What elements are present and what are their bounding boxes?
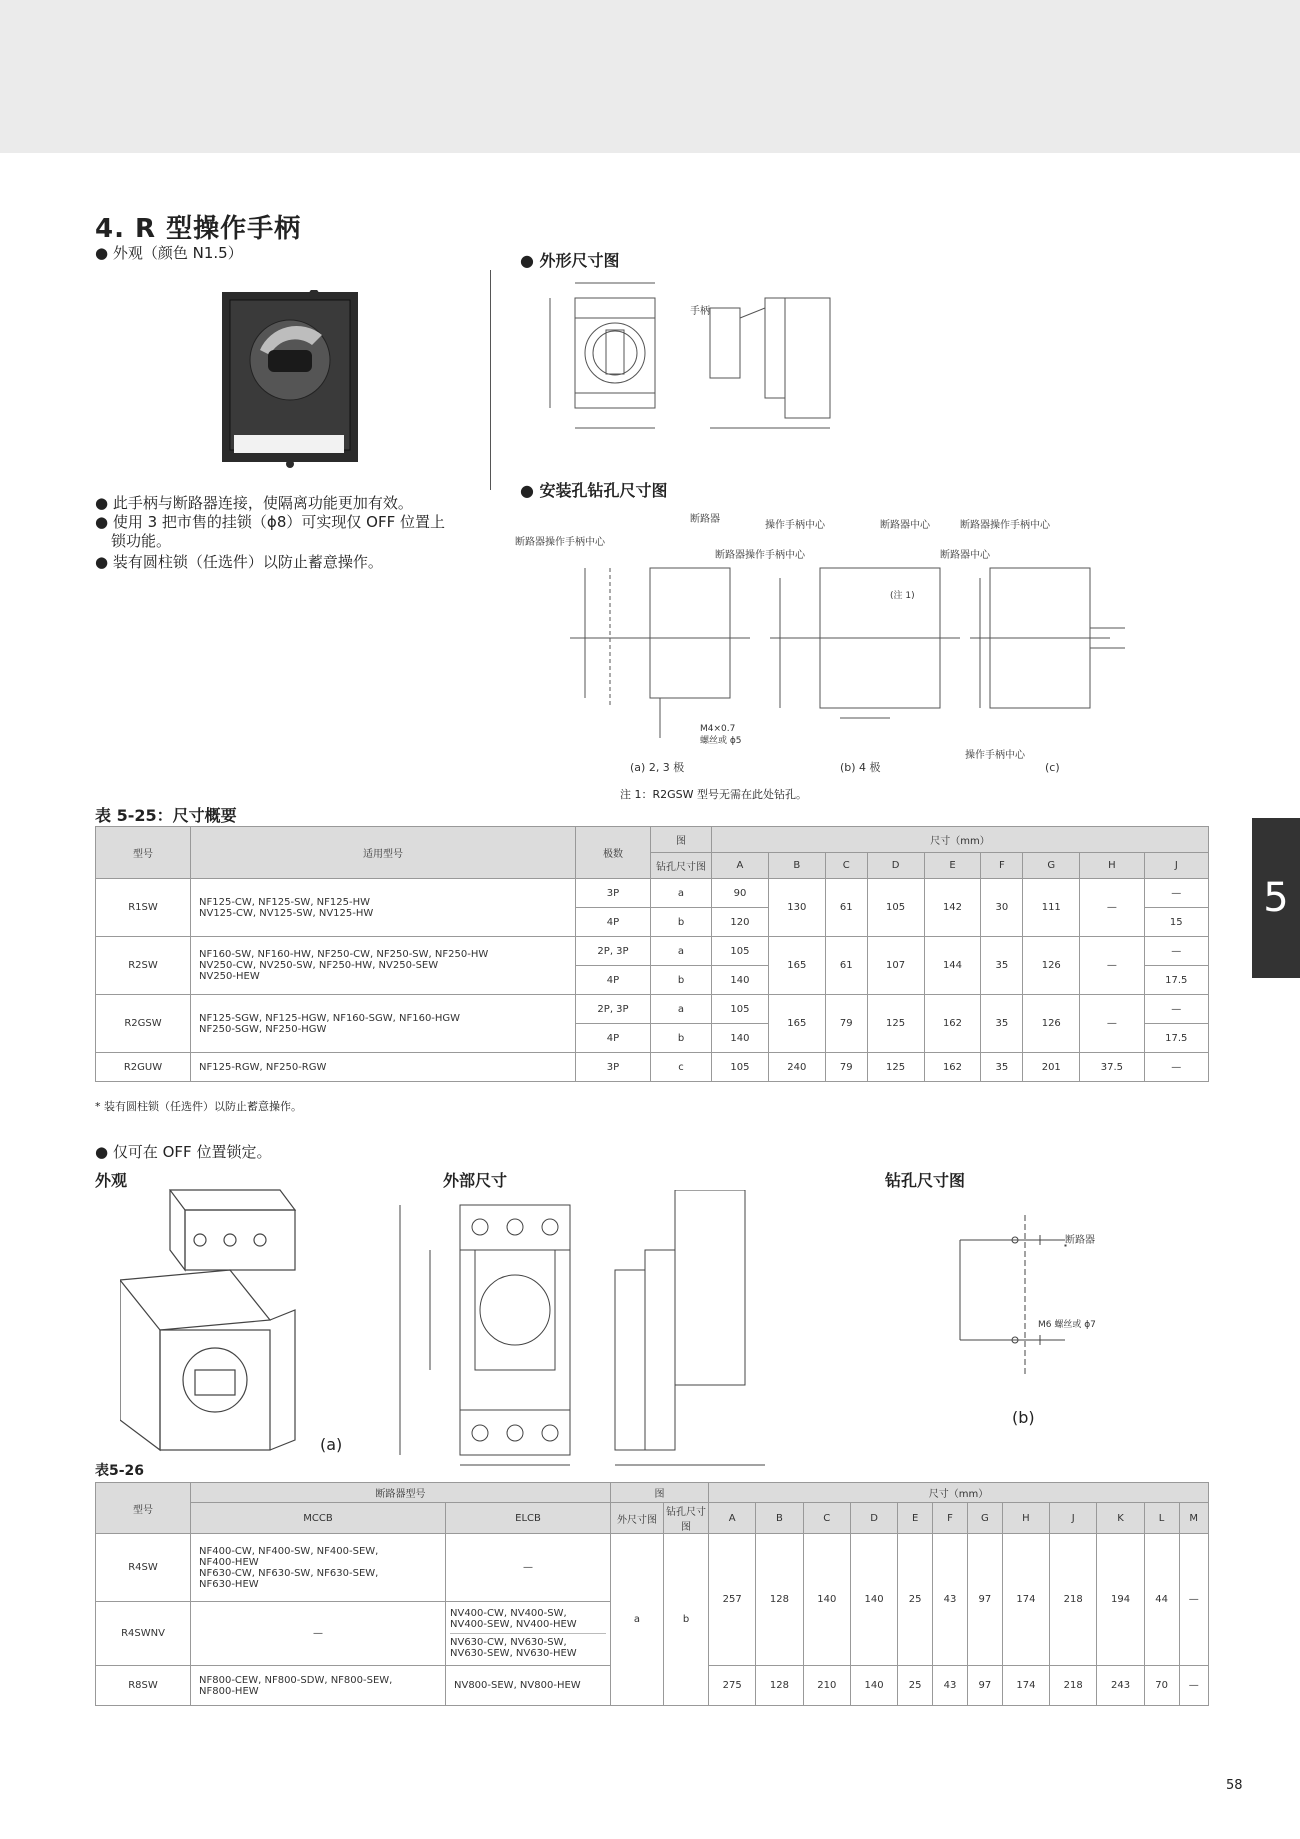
cell-model: R2GSW [96,995,191,1053]
cell-poles: 4P [576,966,651,995]
cell-fig: a [651,995,712,1024]
drill-breaker: 断路器 [690,514,720,525]
cell-mccb: NF400-CW, NF400-SW, NF400-SEW, NF400-HEW NF630-CW, NF630-SW, NF630-SEW, NF630-HEW [191,1534,446,1602]
t2-h-B: B [756,1503,803,1534]
cell-C: 79 [825,1053,867,1082]
drill-note1: 注 1：R2GSW 型号无需在此处钻孔。 [620,788,808,801]
cell-fig: a [651,879,712,908]
t2-h-outline: 外尺寸图 [611,1503,664,1534]
appearance-heading: 外观 [95,1171,128,1190]
t1-h-fig: 图 [651,827,712,853]
cell-K: 243 [1097,1666,1144,1706]
cell-J: — [1144,937,1208,966]
cell-M: — [1179,1666,1209,1706]
t2-h-L: L [1144,1503,1179,1534]
t1-h-drill: 钻孔尺寸图 [651,853,712,879]
cell-J: 15 [1144,908,1208,937]
cell-G: 126 [1023,995,1080,1053]
table-row [96,995,1209,1024]
cell-J: 17.5 [1144,1024,1208,1053]
cell-D: 125 [867,995,924,1053]
t2-h-dims: 尺寸（mm） [709,1483,1209,1503]
cell-fig: b [651,966,712,995]
cell-A: 90 [712,879,769,908]
bullet-1: ● 此手柄与断路器连接，使隔离功能更加有效。 [95,494,413,512]
drill-op-handle-center-c: 操作手柄中心 [965,750,1025,761]
t2-h-F: F [933,1503,968,1534]
handle-photo [222,290,358,470]
cell-G: 126 [1023,937,1080,995]
cell-E: 142 [924,879,981,937]
cell-K: 194 [1097,1534,1144,1666]
cell-C: 61 [825,879,867,937]
cell-D: 125 [867,1053,924,1082]
cell-poles: 4P [576,1024,651,1053]
table-row [96,1534,1209,1602]
t2-h-H: H [1002,1503,1049,1534]
cell-poles: 4P [576,908,651,937]
t2-h-C: C [803,1503,850,1534]
t2-h-elcb: ELCB [446,1503,611,1534]
outline-handle-label: 手柄 [690,306,710,317]
table-row [96,937,1209,966]
cell-A: 120 [712,908,769,937]
t1-h-H: H [1080,853,1144,879]
outline-heading: ● 外形尺寸图 [520,251,620,270]
cell-L: 44 [1144,1534,1179,1666]
cell-model: R2GUW [96,1053,191,1082]
cell-app: NF160-SW, NF160-HW, NF250-CW, NF250-SW, NF250-HW NV250-CW, NV250-SW, NF250-HW, NV250-SEW NV250-HEW [191,937,576,995]
cell-H: 174 [1002,1666,1049,1706]
cell-B: 165 [768,995,825,1053]
bullet-3: ● 装有圆柱锁（任选件）以防止蓄意操作。 [95,553,383,571]
cell-E: 25 [898,1534,933,1666]
cell-E: 25 [898,1666,933,1706]
t2-h-drill: 钻孔尺寸图 [664,1503,709,1534]
cell-L: 70 [1144,1666,1179,1706]
drill-op-handle-center-b: 操作手柄中心 [765,520,825,531]
cell-model: R2SW [96,937,191,995]
breaker-iso-drawing [120,1170,360,1460]
cell-elcb [446,1602,611,1666]
t2-h-E: E [898,1503,933,1534]
cell-J: 17.5 [1144,966,1208,995]
elcb-nv400: NV400-CW, NV400-SW, NV400-SEW, NV400-HEW [450,1608,606,1634]
drill-cap-a: (a) 2, 3 极 [630,761,685,774]
cell-A: 105 [712,995,769,1024]
t2-h-A: A [709,1503,756,1534]
drill-cap-b: (b) 4 极 [840,761,881,774]
cell-G: 97 [967,1534,1002,1666]
chapter-tab: 5 [1252,818,1300,978]
t1-h-applicable: 适用型号 [191,827,576,879]
external-heading: 外部尺寸 [443,1171,508,1190]
cell-B: 165 [768,937,825,995]
cell-A: 140 [712,1024,769,1053]
cell-C: 210 [803,1666,850,1706]
t1-h-C: C [825,853,867,879]
cell-model: R8SW [96,1666,191,1706]
t1-h-poles: 极数 [576,827,651,879]
cell-fig-drill: b [664,1534,709,1706]
t2-h-fig: 图 [611,1483,709,1503]
page-number: 58 [1226,1778,1243,1793]
cell-D: 140 [850,1666,897,1706]
cell-A: 275 [709,1666,756,1706]
table1-footnote: * 装有圆柱锁（任选件）以防止蓄意操作。 [95,1100,302,1113]
t1-h-B: B [768,853,825,879]
cell-G: 97 [967,1666,1002,1706]
column-divider [490,270,491,490]
cell-mccb: — [191,1602,446,1666]
drill-heading-2: 钻孔尺寸图 [885,1171,966,1190]
cell-fig: b [651,908,712,937]
cell-C: 79 [825,995,867,1053]
elcb-nv630: NV630-CW, NV630-SW, NV630-SEW, NV630-HEW [450,1637,577,1659]
cell-elcb: — [446,1534,611,1602]
cell-B: 128 [756,1534,803,1666]
t2-h-model: 型号 [96,1483,191,1534]
t1-h-A: A [712,853,769,879]
cell-G: 201 [1023,1053,1080,1082]
cell-model: R4SW [96,1534,191,1602]
appearance-label: ● 外观（颜色 N1.5） [95,244,243,262]
cell-elcb: NV800-SEW, NV800-HEW [446,1666,611,1706]
cell-J: — [1144,1053,1208,1082]
external-dims-drawing [385,1190,795,1470]
cell-E: 162 [924,995,981,1053]
table-5-25 [95,826,1209,1082]
cell-A: 105 [712,937,769,966]
cell-A: 140 [712,966,769,995]
drill-dims-screw: M6 螺丝或 ϕ7 [1038,1320,1096,1330]
table-5-26 [95,1482,1209,1706]
drill-m4-screw: 螺丝或 ϕ5 [700,736,742,746]
table2-title: 表5-26 [95,1463,145,1479]
drill-drawing [510,508,1150,788]
drill-dims-cap-b: (b) [1012,1408,1035,1427]
cell-model: R1SW [96,879,191,937]
cell-E: 144 [924,937,981,995]
cell-fig: c [651,1053,712,1082]
cell-fig: a [651,937,712,966]
cell-B: 130 [768,879,825,937]
cell-H: 174 [1002,1534,1049,1666]
cell-A: 105 [712,1053,769,1082]
table1-title: 表 5-25：尺寸概要 [95,806,237,825]
t2-h-D: D [850,1503,897,1534]
cell-D: 140 [850,1534,897,1666]
cell-B: 240 [768,1053,825,1082]
drill-m4: M4×0.7 [700,724,736,734]
cell-app: NF125-SGW, NF125-HGW, NF160-SGW, NF160-HGW NF250-SGW, NF250-HGW [191,995,576,1053]
cell-F: 43 [933,1534,968,1666]
cell-E: 162 [924,1053,981,1082]
cell-poles: 2P, 3P [576,995,651,1024]
cell-J: 218 [1050,1534,1097,1666]
t2-h-cb: 断路器型号 [191,1483,611,1503]
cell-M: — [1179,1534,1209,1666]
t2-h-K: K [1097,1503,1144,1534]
bullet-2-cont: 锁功能。 [111,532,172,550]
section-title: 4. R 型操作手柄 [95,214,302,244]
cell-F: 43 [933,1666,968,1706]
table-row [96,1053,1209,1082]
cell-app: NF125-CW, NF125-SW, NF125-HW NV125-CW, NV125-SW, NV125-HW [191,879,576,937]
t1-h-E: E [924,853,981,879]
cell-C: 61 [825,937,867,995]
cell-poles: 2P, 3P [576,937,651,966]
t1-h-D: D [867,853,924,879]
cell-app: NF125-RGW, NF250-RGW [191,1053,576,1082]
cell-poles: 3P [576,1053,651,1082]
cell-fig: b [651,1024,712,1053]
t1-h-dims: 尺寸（mm） [712,827,1209,853]
drill-heading: ● 安装孔钻孔尺寸图 [520,481,668,500]
cell-H: — [1080,937,1144,995]
t1-h-J: J [1144,853,1208,879]
cell-C: 140 [803,1534,850,1666]
cell-H: — [1080,995,1144,1053]
drill-dims-drawing [940,1205,1120,1445]
drill-breaker-center-c: 断路器中心 [940,550,990,561]
drill-cb-handle-center2: 断路器操作手柄中心 [715,550,805,561]
t2-h-M: M [1179,1503,1209,1534]
outline-drawing [540,268,860,468]
lock-note: ● 仅可在 OFF 位置锁定。 [95,1143,272,1161]
cell-H: 37.5 [1080,1053,1144,1082]
cell-B: 128 [756,1666,803,1706]
cell-F: 35 [981,995,1023,1053]
iso-cap-a: (a) [320,1435,343,1454]
cell-J: — [1144,995,1208,1024]
cell-fig-outline: a [611,1534,664,1706]
t2-h-mccb: MCCB [191,1503,446,1534]
t1-h-G: G [1023,853,1080,879]
drill-cb-handle-center: 断路器操作手柄中心 [515,537,605,548]
drill-cb-handle-center-b2: 断路器操作手柄中心 [960,520,1050,531]
cell-D: 107 [867,937,924,995]
drill-breaker-center-b: 断路器中心 [880,520,930,531]
cell-F: 35 [981,1053,1023,1082]
cell-G: 111 [1023,879,1080,937]
cell-J: 218 [1050,1666,1097,1706]
drill-cap-c: (c) [1045,761,1060,774]
t1-h-F: F [981,853,1023,879]
cell-D: 105 [867,879,924,937]
drill-note: (注 1) [890,591,915,601]
table-row [96,879,1209,908]
t2-h-J: J [1050,1503,1097,1534]
cell-F: 35 [981,937,1023,995]
header-band [0,0,1300,153]
t1-h-model: 型号 [96,827,191,879]
cell-mccb: NF800-CEW, NF800-SDW, NF800-SEW, NF800-HEW [191,1666,446,1706]
cell-H: — [1080,879,1144,937]
cell-model: R4SWNV [96,1602,191,1666]
cell-J: — [1144,879,1208,908]
cell-poles: 3P [576,879,651,908]
cell-F: 30 [981,879,1023,937]
t2-h-G: G [967,1503,1002,1534]
drill-dims-breaker: 断路器 [1065,1235,1095,1246]
cell-A: 257 [709,1534,756,1666]
bullet-2: ● 使用 3 把市售的挂锁（ϕ8）可实现仅 OFF 位置上 [95,513,445,531]
